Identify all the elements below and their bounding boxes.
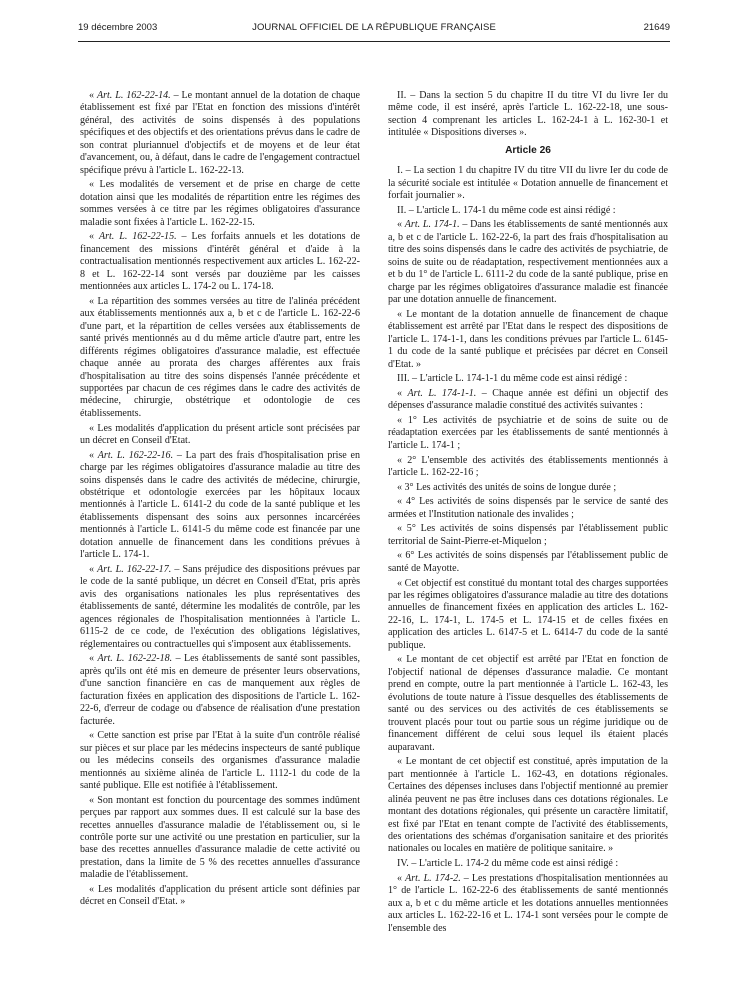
paragraph: « Son montant est fonction du pourcentage des sommes indûment perçues par rapport aux sommes dues. Il est calculé sur la base des recettes annuelles d'assurance maladie de l'établissement ou, si le contrôle porte sur une activité ou une prestation en particulier, sur la base des recettes annuelles d'assurance maladie de cette activité ou prestation, dans la limite de 5 % des recettes annuelles d'assurance maladie de l'établissement. <box>80 794 360 881</box>
paragraph: « Le montant de la dotation annuelle de financement de chaque établissement est arrêté par l'Etat dans le respect des dispositions de l'article L. 174-1-1, dans les conditions prévues par l'article L. 6145-1 du code de la santé publique et précisées par décret en Conseil d'Etat. » <box>388 308 668 370</box>
article-ref: Art. L. 162-22-16. <box>97 449 174 461</box>
paragraph: « Art. L. 162-22-15. – Les forfaits annuels et les dotations de financement des missions d'intérêt général et d'aide à la contractualisation mentionnés respectivement aux articles L. 162-22-8 et L. 162-22-14 sont versés par douzième par les caisses mentionnées aux articles L. 174-2 ou L. 174-18. <box>80 231 360 293</box>
article-ref: Art. L. 174-1. <box>404 219 460 231</box>
header-date: 19 décembre 2003 <box>78 22 158 33</box>
journal-title: JOURNAL OFFICIEL DE LA RÉPUBLIQUE FRANÇAISE <box>252 22 496 33</box>
header-rule <box>78 41 670 42</box>
article-ref: Art. L. 162-22-15. <box>98 231 177 243</box>
paragraph: « Cette sanction est prise par l'Etat à la suite d'un contrôle réalisé sur pièces et sur place par les médecins inspecteurs de santé publique ou les médecins conseils des organismes d'assurance maladie mentionnés au sixième alinéa de l'article L. 1112-1 du code de la santé publique. Elle est notifiée à l'établissement. <box>80 730 360 791</box>
page-header <box>78 22 670 38</box>
page-number: 21649 <box>643 22 670 33</box>
paragraph: I. – La section 1 du chapitre IV du titre VII du livre Ier du code de la sécurité sociale est intitulée « Dotation annuelle de financement et forfait journalier ». <box>388 165 668 202</box>
paragraph: « Cet objectif est constitué du montant total des charges supportées par les régimes obligatoires d'assurance maladie au titre des dotations annuelles de financement fixées en application des articles L. 162-22-16, L. 174-1, L. 174-5 et L. 174-15 et de celles fixées en application des articles L. 6147-5 et L. 6414-7 du code de la santé publique. <box>388 577 668 651</box>
article-ref: Art. L. 162-22-18. <box>97 653 173 665</box>
paragraph: « Art. L. 174-1. – Dans les établissements de santé mentionnés aux a, b et c de l'article L. 162-22-6, la part des frais d'hospitalisation au titre des soins dispensés dans le cadre des activités de psychiatrie, de soins de suite ou de réadaptation, respectivement mentionnées aux a et b du 1° de l'article L. 6111-2 du code de la santé publique, prise en charge par les régimes obligatoires d'assurance maladie est financée par une dotation annuelle de financement. <box>388 219 668 306</box>
paragraph: « Le montant de cet objectif est constitué, après imputation de la part mentionnée à l'article L. 162-43, en dotations régionales. Certaines des dépenses incluses dans l'objectif mentionné au premier alinéa peuvent ne pas être incluses dans ces dotations régionales. Le montant des dotations régionales, qui présente un caractère limitatif, est fixé par l'Etat en tenant compte de l'activité des établissements, des orientations des schémas d'organisation sanitaire et des priorités nationales ou locales en matière de politique sanitaire. » <box>388 756 668 855</box>
left-column <box>80 90 360 911</box>
paragraph: « 3° Les activités des unités de soins de longue durée ; <box>397 481 617 493</box>
paragraph: « La répartition des sommes versées au titre de l'alinéa précédent aux établissements mentionnés aux a, b et c de l'article L. 162-22-6 d'une part, et la répartition de celles versées aux établissements de santé privés mentionnés au d du même article d'autre part, entre les différents régimes obligatoires d'assurance maladie, est effectuée chaque année au prorata des charges afférentes aux frais d'hospitalisation au titre des soins dispensés l'année précédente et supportées par chacun de ces régimes dans le cadre des activités de médecine, chirurgie, obstétrique et odontologie de ces établissements. <box>80 295 360 419</box>
paragraph: « Art. L. 162-22-16. – La part des frais d'hospitalisation prise en charge par les régimes obligatoires d'assurance maladie au titre des soins dispensés dans le cadre des activités de médecine, chirurgie, obstétrique et odontologie exercées par les hôpitaux locaux mentionnés à l'article L. 6141-2 du code de la santé publique et les établissements dispensant des soins aux personnes incarcérées mentionnés à l'article L. 6141-5 du même code est financée par une dotation annuelle de financement dans les conditions prévues à l'article L. 174-1. <box>80 449 360 561</box>
paragraph: « 5° Les activités de soins dispensés par l'établissement public territorial de Saint-Pierre-et-Miquelon ; <box>388 523 668 547</box>
paragraph: « Les modalités d'application du présent article sont précisées par un décret en Conseil d'Etat. <box>80 422 360 446</box>
article-ref: Art. L. 162-22-17. <box>97 563 172 575</box>
paragraph: « Art. L. 162-22-14. – Le montant annuel de la dotation de chaque établissement est fixé par l'Etat en fonction des missions d'intérêt général, des activités de soins dispensés à des populations spécifiques et des objectifs et des orientations prévus dans le cadre de son contrat pluriannuel d'objectifs et de moyens et de leur état d'avancement, ou, à défaut, dans le cadre de l'engagement contractuel spécifique prévu à l'article L. 162-22-13. <box>80 90 360 176</box>
right-column <box>388 90 668 937</box>
article-heading: Article 26 <box>505 144 551 156</box>
paragraph: « Les modalités d'application du présent article sont définies par décret en Conseil d'Etat. » <box>80 883 360 908</box>
paragraph: « 4° Les activités de soins dispensés par le service de santé des armées et l'Institution nationale des invalides ; <box>388 496 668 520</box>
paragraph: « Les modalités de versement et de prise en charge de cette dotation ainsi que les modalités de répartition entre les régimes des sommes versées à ce titre par les régimes obligatoires d'assurance maladie sont fixées à l'article L. 162-22-15. <box>80 179 360 228</box>
paragraph: II. – L'article L. 174-1 du même code est ainsi rédigé : <box>397 204 616 216</box>
article-ref: Art. L. 174-2. <box>405 872 461 884</box>
paragraph: « Art. L. 174-1-1. – Chaque année est défini un objectif des dépenses d'assurance maladie constitué des activités suivantes : <box>388 387 669 412</box>
article-ref: Art. L. 174-1-1. <box>407 387 477 399</box>
paragraph: « 2° L'ensemble des activités des établissements mentionnés à l'article L. 162-22-16 ; <box>388 454 668 478</box>
paragraph: « Art. L. 162-22-18. – Les établissements de santé sont passibles, après qu'ils ont été mis en demeure de présenter leurs observations, d'une sanction financière en cas de manquement aux règles de facturation fixées en application des dispositions de l'article L. 162-22-6, d'erreur de codage ou d'absence de réalisation d'une prestation facturée. <box>80 653 360 727</box>
paragraph: « 1° Les activités de psychiatrie et de soins de suite ou de réadaptation exercées par les établissements de santé mentionnés à l'article L. 174-1 ; <box>388 415 668 451</box>
paragraph: IV. – L'article L. 174-2 du même code est ainsi rédigé : <box>397 858 619 870</box>
article-ref: Art. L. 162-22-14. <box>96 90 171 101</box>
paragraph: « Art. L. 162-22-17. – Sans préjudice des dispositions prévues par le code de la santé publique, un décret en Conseil d'Etat, pris après avis des organisations nationales les plus représentatives des établissements de santé, détermine les modalités de contrôle, par les agences régionales de l'hospitalisation mentionnées à l'article L. 6115-2 de ce code, de l'exécution des obligations législatives, réglementaires ou contractuelles qui s'imposent aux établissements. <box>80 563 360 650</box>
paragraph: III. – L'article L. 174-1-1 du même code est ainsi rédigé : <box>397 373 628 385</box>
paragraph: II. – Dans la section 5 du chapitre II du titre VI du livre Ier du même code, il est inséré, après l'article L. 162-22-18, une sous-section 4 comprenant les articles L. 162-24-1 à L. 162-30-1 et intitulée « Dispositions diverses ». <box>388 90 668 139</box>
paragraph: « Le montant de cet objectif est arrêté par l'Etat en fonction de l'objectif national de dépenses d'assurance maladie. Ce montant prend en compte, outre la part mentionnée à l'article L. 162-43, les évolutions de toute nature à l'issue desquelles des établissements de santé ou des services ou des activités de ces établissements se trouvent placés pour tout ou partie sous un régime juridique ou de financement différent de celui sous lequel ils étaient placés auparavant. <box>388 654 668 753</box>
paragraph: « Art. L. 174-2. – Les prestations d'hospitalisation mentionnées au 1° de l'article L. 162-22-6 des établissements de santé mentionnés aux a, b et c du même article et les dotations annuelles mentionnées aux articles L. 162-22-16 et L. 174-1 sont versées pour le compte de l'ensemble des <box>388 872 668 934</box>
paragraph: « 6° Les activités de soins dispensés par l'établissement public de santé de Mayotte. <box>388 550 668 574</box>
